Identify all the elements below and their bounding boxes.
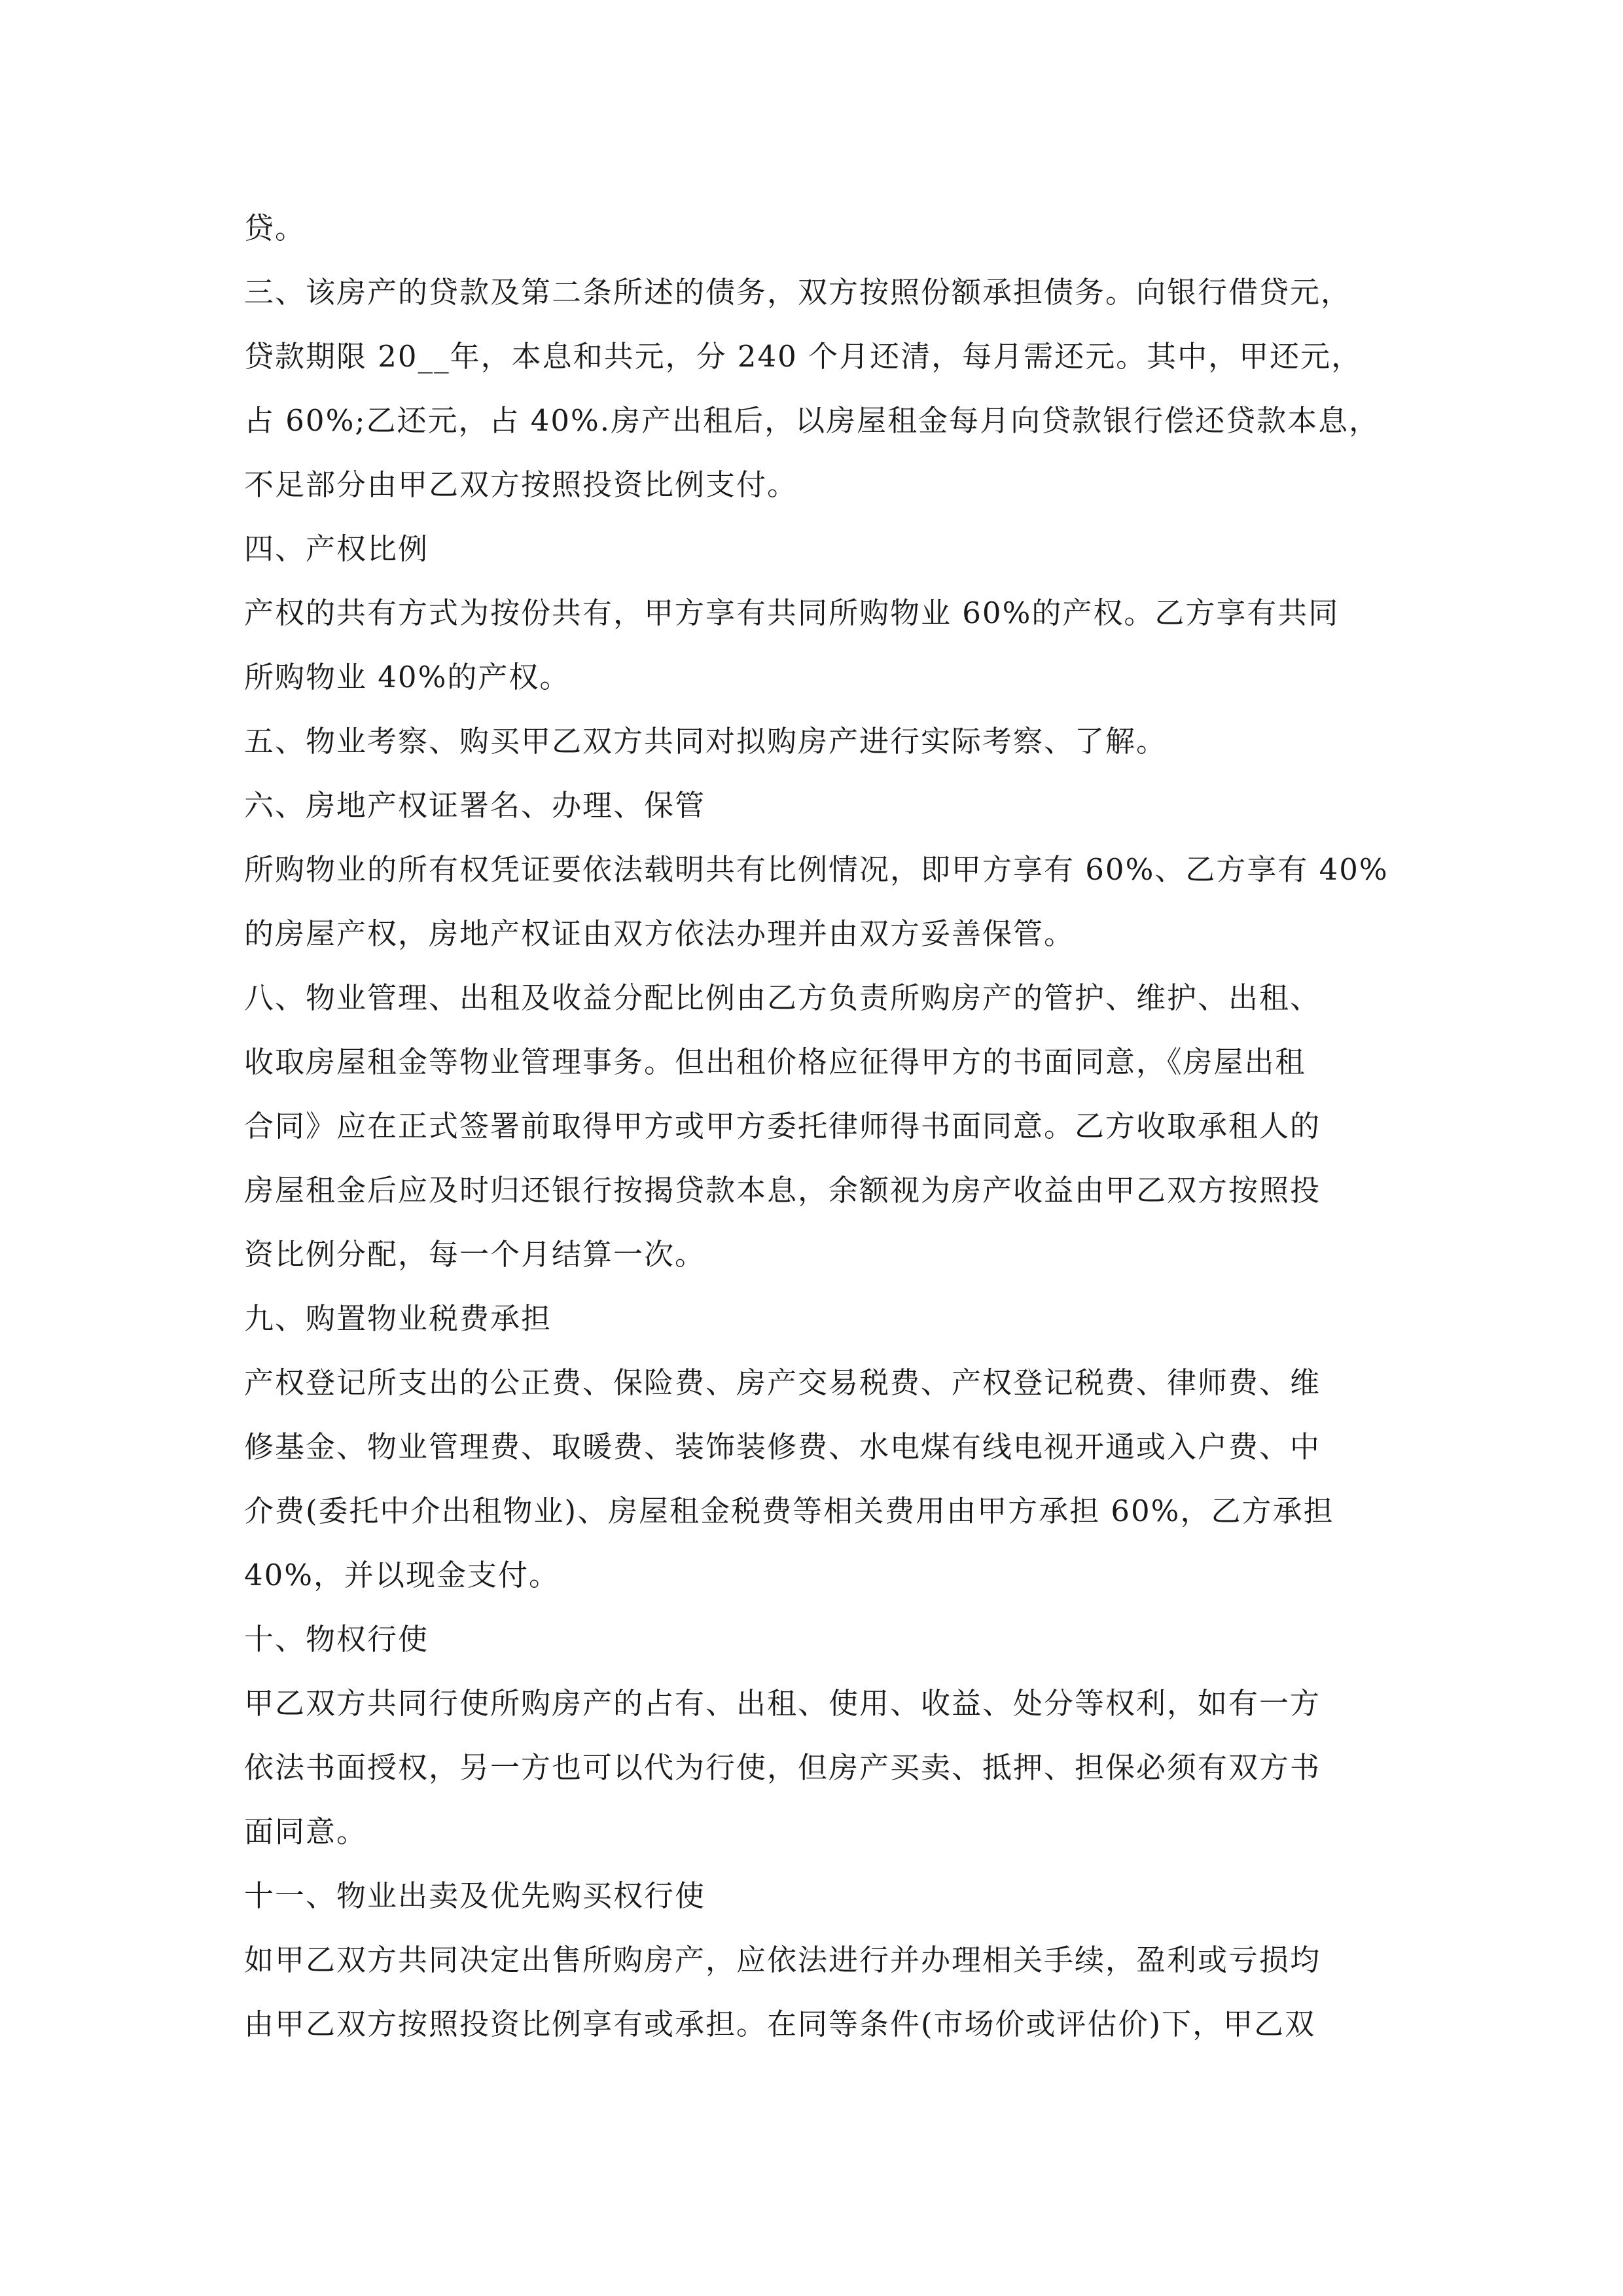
section-heading: 四、产权比例 bbox=[244, 531, 429, 566]
text-line: 的房屋产权，房地产权证由双方依法办理并由双方妥善保管。 bbox=[244, 916, 1075, 951]
section-heading: 十一、物业出卖及优先购买权行使 bbox=[244, 1878, 706, 1913]
text-line: 不足部分由甲乙双方按照投资比例支付。 bbox=[244, 467, 798, 502]
text-line: 如甲乙双方共同决定出售所购房产，应依法进行并办理相关手续，盈利或亏损均 bbox=[244, 1943, 1321, 1977]
section-heading: 五、物业考察、购买甲乙双方共同对拟购房产进行实际考察、了解。 bbox=[244, 724, 1168, 759]
text-line: 40%，并以现金支付。 bbox=[244, 1558, 560, 1592]
text-line: 甲乙双方共同行使所购房产的占有、出租、使用、收益、处分等权利，如有一方 bbox=[244, 1686, 1321, 1721]
section-heading: 九、购置物业税费承担 bbox=[244, 1301, 552, 1336]
text-line: 修基金、物业管理费、取暖费、装饰装修费、水电煤有线电视开通或入户费、中 bbox=[244, 1429, 1321, 1464]
text-line: 合同》应在正式签署前取得甲方或甲方委托律师得书面同意。乙方收取承租人的 bbox=[244, 1109, 1321, 1143]
text-line: 所购物业的所有权凭证要依法载明共有比例情况，即甲方享有 60%、乙方享有 40% bbox=[244, 852, 1389, 887]
text-line: 介费(委托中介出租物业)、房屋租金税费等相关费用由甲方承担 60%，乙方承担 bbox=[244, 1494, 1334, 1528]
text-line: 贷款期限 20__年，本息和共元，分 240 个月还清，每月需还元。其中，甲还元， bbox=[244, 339, 1363, 374]
text-line: 产权登记所支出的公正费、保险费、房产交易税费、产权登记税费、律师费、维 bbox=[244, 1365, 1321, 1400]
text-line: 产权的共有方式为按份共有，甲方享有共同所购物业 60%的产权。乙方享有共同 bbox=[244, 596, 1340, 630]
text-line: 房屋租金后应及时归还银行按揭贷款本息，余额视为房产收益由甲乙双方按照投 bbox=[244, 1173, 1321, 1208]
text-line: 由甲乙双方按照投资比例享有或承担。在同等条件(市场价或评估价)下，甲乙双 bbox=[244, 2007, 1316, 2041]
text-line: 依法书面授权，另一方也可以代为行使，但房产买卖、抵押、担保必须有双方书 bbox=[244, 1750, 1321, 1785]
section-heading: 八、物业管理、出租及收益分配比例由乙方负责所购房产的管护、维护、出租、 bbox=[244, 980, 1321, 1015]
text-line: 面同意。 bbox=[244, 1814, 368, 1849]
text-line: 贷。 bbox=[244, 211, 306, 245]
text-line: 收取房屋租金等物业管理事务。但出租价格应征得甲方的书面同意，《房屋出租 bbox=[244, 1045, 1306, 1079]
document-body bbox=[244, 196, 1409, 2056]
text-line: 占 60%;乙还元，占 40%.房产出租后，以房屋租金每月向贷款银行偿还贷款本息， bbox=[244, 403, 1380, 438]
section-heading: 三、该房产的贷款及第二条所述的债务，双方按照份额承担债务。向银行借贷元， bbox=[244, 275, 1352, 310]
section-heading: 十、物权行使 bbox=[244, 1622, 429, 1657]
section-heading: 六、房地产权证署名、办理、保管 bbox=[244, 788, 706, 823]
text-line: 资比例分配，每一个月结算一次。 bbox=[244, 1237, 706, 1272]
text-line: 所购物业 40%的产权。 bbox=[244, 660, 571, 694]
